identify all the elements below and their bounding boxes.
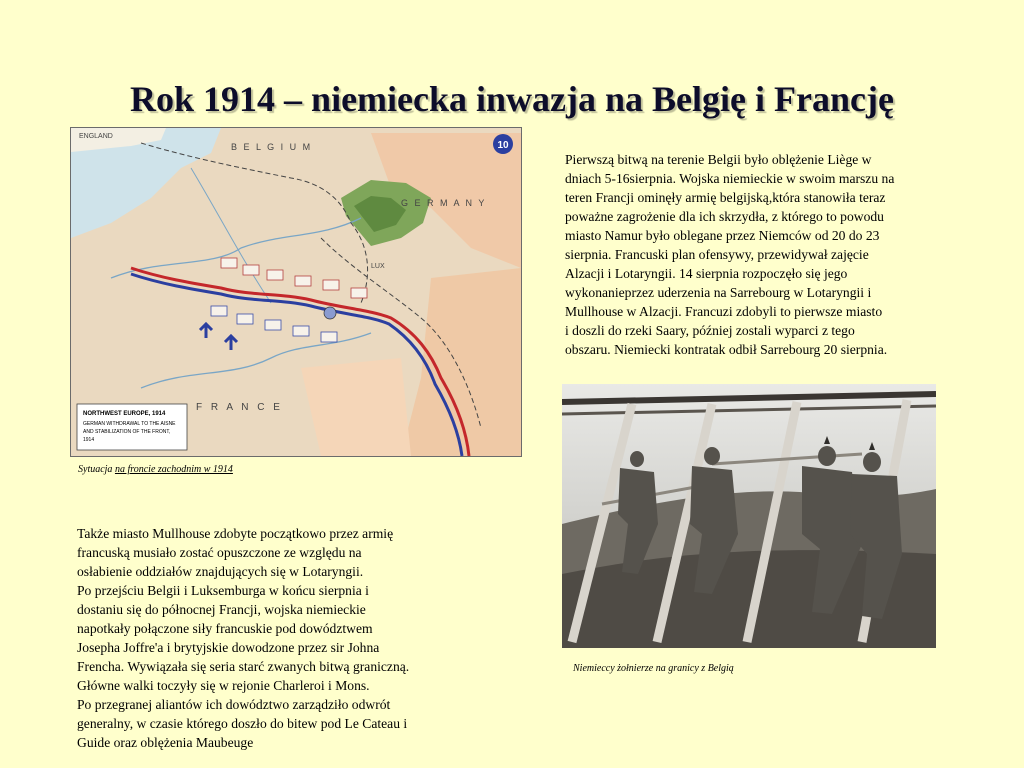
right-text-line: i doszli do rzeki Saary, później zostali wyparci z tego [565,323,855,338]
right-text-line: miasto Namur było oblegane przez Niemców od 20 do 23 [565,228,880,243]
right-text-line: dniach 5-16sierpnia. Wojska niemieckie w swoim marszu na [565,171,895,186]
right-text-line: teren Francji ominęły armię belgijską,która stanowiła teraz [565,190,886,205]
left-text-line: Po przegranej aliantów ich dowództwo zarządziło odwrót [77,697,391,712]
soldiers-photo [562,384,936,648]
left-text-line: generalny, w czasie którego doszło do bitew pod Le Cateau i [77,716,408,731]
map-label-belgium: B E L G I U M [231,142,313,152]
right-text-line: obszaru. Niemiecki kontratak odbił Sarrebourg 20 sierpnia. [565,342,888,357]
left-text-line: osłabienie oddziałów znajdujących się w Lotaryngii. [77,564,364,579]
slide-title: Rok 1914 – niemiecka inwazja na Belgię i Francję [130,79,894,119]
left-paragraph [77,524,477,752]
right-text-line: Mullhouse w Alzacji. Francuzi zdobyli to pierwsze miasto [565,304,883,319]
map-number-badge: 10 [497,140,509,151]
right-text-line: wykonanieprzez uderzenia na Sarrebourg w Lotaryngii i [565,285,872,300]
map-label-germany: G E R M A N Y [401,198,487,208]
map-legend-title: NORTHWEST EUROPE, 1914 [83,411,166,417]
map-caption-rest: na froncie zachodnim w 1914 [114,464,233,475]
right-paragraph [565,150,955,359]
right-text-line: Pierwszą bitwą na terenie Belgii było oblężenie Liège w [565,152,872,167]
map-caption-prefix: Sytuacja [78,464,115,475]
left-text-line: Josepha Joffre'a i brytyjskie dowodzone przez sir Johna [77,640,380,655]
western-front-map [70,127,522,457]
left-text-line: francuską musiało zostać opuszczone ze względu na [77,545,362,560]
right-text-line: sierpnia. Francuski plan ofensywy, przewidywał zajęcie [565,247,869,262]
left-text-line: Po przejściu Belgii i Luksemburga w końcu sierpnia i [77,583,369,598]
map-legend-line1: GERMAN WITHDRAWAL TO THE AISNE [83,421,176,427]
left-text-line: Także miasto Mullhouse zdobyte początkowo przez armię [77,526,394,541]
left-text-line: dostaniu się do północnej Francji, wojska niemieckie [77,602,366,617]
left-text-line: napotkały połączone siły francuskie pod dowództwem [77,621,373,636]
left-text-line: Frencha. Wywiązała się seria starć zwanych bitwą graniczną. [77,659,410,674]
map-label-lux: LUX [371,263,385,270]
photo-caption: Niemieccy żołnierze na granicy z Belgią [573,663,734,674]
map-label-france: F R A N C E [196,402,283,413]
right-text-line: Alzacji i Lotaryngii. 14 sierpnia rozpoczęło się jego [565,266,848,281]
left-text-line: Guide oraz oblężenia Maubeuge [77,735,254,750]
left-text-line: Główne walki toczyły się w rejonie Charleroi i Mons. [77,678,370,693]
map-legend-line2: AND STABILIZATION OF THE FRONT, [83,429,171,435]
right-text-line: poważne zagrożenie dla ich skrzydła, z którego to powodu [565,209,884,224]
map-legend-line3: 1914 [83,437,95,443]
map-label-england: ENGLAND [79,133,113,140]
map-caption [78,464,233,475]
